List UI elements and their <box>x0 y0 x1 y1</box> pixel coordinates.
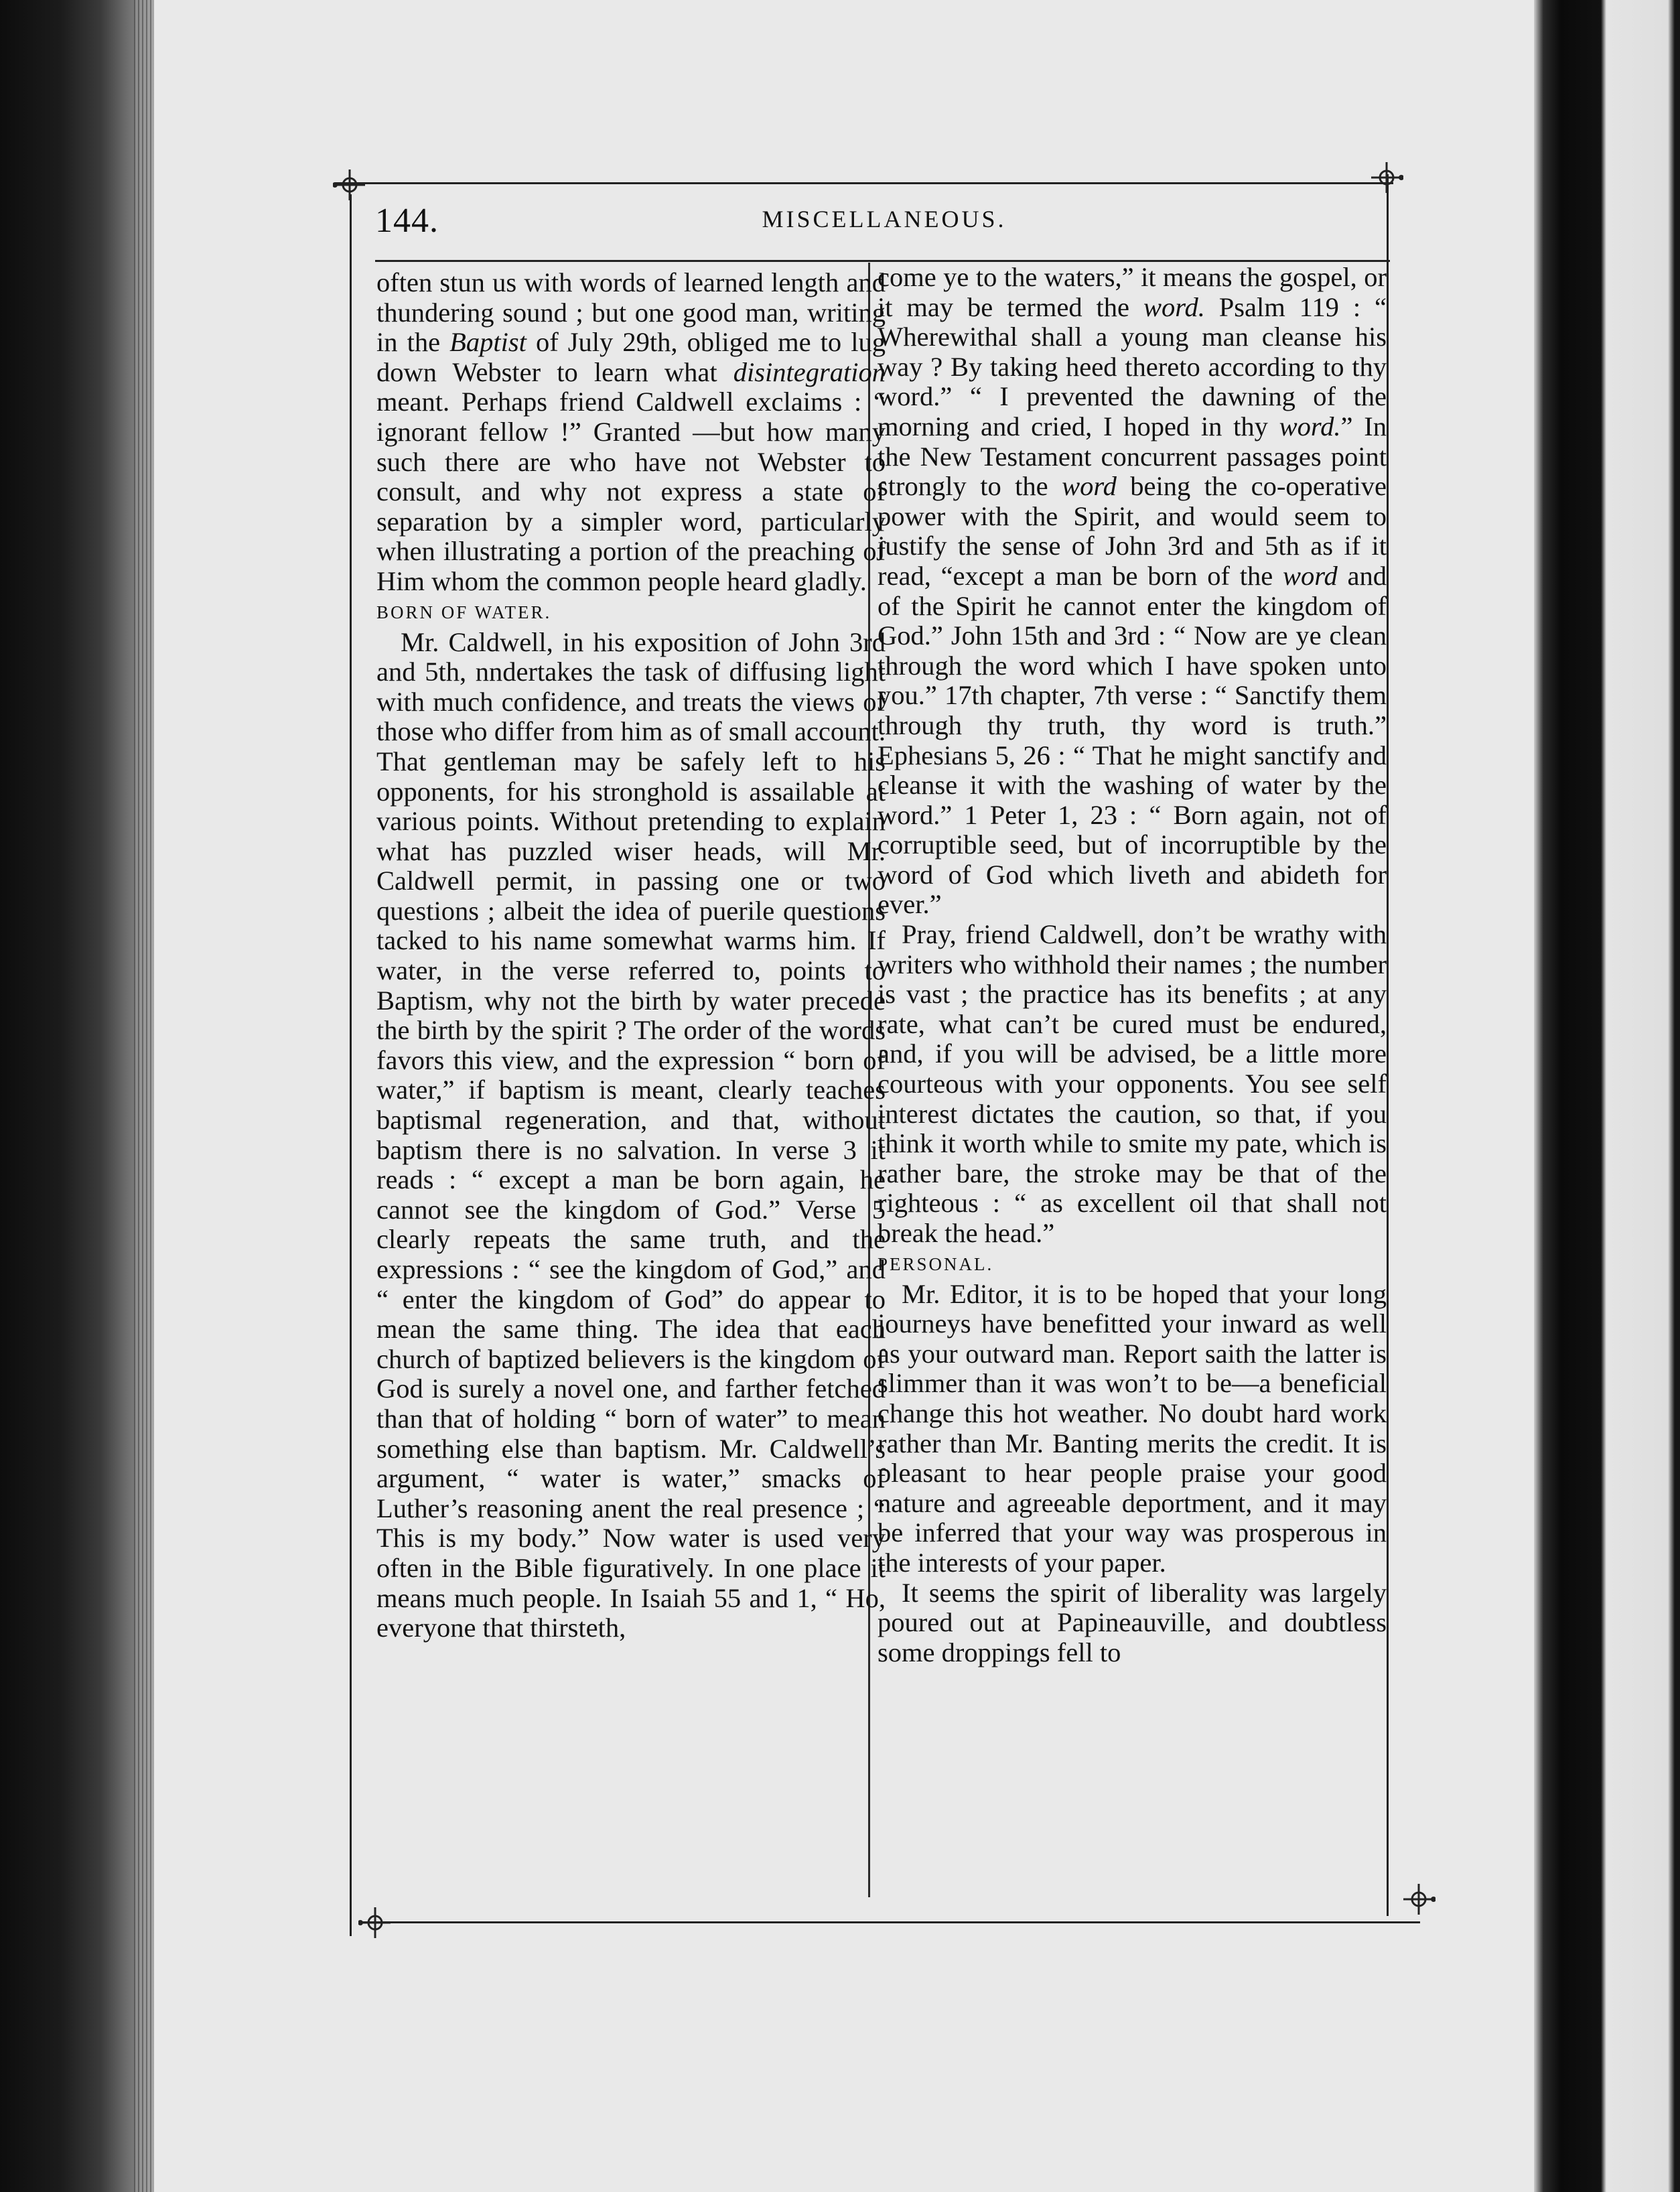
page-header <box>375 201 1393 241</box>
emphasis-text: Baptist <box>449 327 527 358</box>
emphasis-text: disintegration <box>733 356 886 387</box>
text-span: Psalm 119 : “ Wherewithal shall a young man cleanse his way ? By taking heed thereto according to thy word.” “ I prevented the dawning of the morning and cried, I hoped in thy <box>878 291 1387 441</box>
paragraph-pray: Pray, friend Caldwell, don’t be wrathy with writers who withhold their names ; the number is vast ; the practice has its benefits ; at any rate, what can’t be cured must be endured, and, if you will be advised, be a little more courteous with your opponents. You see self interest dictates the caution, so that, if you think it worth while to smite my pate, which is rather bare, the stroke may be that of the righteous : “ as excellent oil that shall not break the head.” <box>878 919 1387 1248</box>
corner-ornament-icon <box>333 168 366 202</box>
book-gutter <box>1534 0 1680 2192</box>
paragraph-spirit: It seems the spirit of liberality was largely poured out at Papineauville, and doubtless some droppings fell to <box>878 1577 1387 1667</box>
paragraph-intro <box>376 268 886 597</box>
frame-top-rule <box>335 182 1393 184</box>
text-span: meant. Perhaps friend Caldwell exclaims : “ ignorant fellow !” Granted —but how many such there are who have not Webster to consult, and why not express a state of separation by a simpler word, particularly when illustrating a portion of the preaching of Him whom the common people heard gladly. <box>376 387 886 596</box>
frame-bottom-rule <box>362 1921 1420 1923</box>
paragraph-editor: Mr. Editor, it is to be hoped that your long journeys have benefitted your inward as well as your outward man. Report saith the latter is slimmer than it was won’t to be—a beneficial change this hot weather. No doubt hard work rather than Mr. Banting merits the credit. It is pleasant to hear people praise your good nature and agreeable deportment, and it may be inferred that your way was prosperous in the interests of your paper. <box>878 1278 1387 1578</box>
paragraph-continued <box>878 263 1387 920</box>
text-span: often stun us with words of learned length and thundering sound ; but one good man, writing in the <box>376 267 886 358</box>
text-span: ” In the New Testament concurrent passages point strongly to the <box>878 411 1387 502</box>
emphasis-text: word <box>1282 560 1338 591</box>
page-number: 144. <box>375 202 439 240</box>
corner-ornament-icon <box>1402 1882 1436 1916</box>
text-span: come ye to the waters,” it means the gospel, or it may be termed the <box>878 262 1387 322</box>
running-head: MISCELLANEOUS. <box>762 206 1007 232</box>
paragraph-caldwell: Mr. Caldwell, in his exposition of John 3rd and 5th, nndertakes the task of diffusing light with much confidence, and treats the views of those who differ from him as of small account. That gentleman may be safely left to his opponents, for his stronghold is assailable at various points. Without pretending to explain what has puzzled wiser heads, will Mr. Caldwell permit, in passing one or two questions ; albeit the idea of puerile questions tacked to his name somewhat warms him. If water, in the verse referred to, points to Baptism, why not the birth by water precede the birth by the spirit ? The order of the words favors this view, and the expression “ born of water,” if baptism is meant, clearly teaches baptismal regeneration, and that, without baptism there is no salvation. In verse 3 it reads : “ except a man be born again, he cannot see the kingdom of God.” Verse 5 clearly repeats the same truth, and the expressions : “ see the kingdom of God,” and “ enter the kingdom of God” do appear to mean the same thing. The idea that each church of baptized believers is the kingdom of God is surely a novel one, and farther fetched than that of holding “ born of water” to mean something else than baptism. Mr. Caldwell’s argument, “ water is water,” smacks of Luther’s reasoning anent the real presence ; “ This is my body.” Now water is used very often in the Bible figuratively. In one place it means much people. In Isaiah 55 and 1, “ Ho, everyone that thirsteth, <box>376 626 886 1643</box>
left-column <box>376 268 886 1643</box>
emphasis-text: word. <box>1143 291 1205 322</box>
section-heading-personal: PERSONAL. <box>878 1253 994 1274</box>
right-column <box>878 263 1387 1667</box>
frame-left-rule <box>350 194 352 1936</box>
emphasis-text: word <box>1062 471 1117 502</box>
section-heading-born-of-water: BORN OF WATER. <box>376 602 552 622</box>
text-span: and of the Spirit he cannot enter the kingdom of God.” John 15th and 3rd : “ Now are ye clean through the word which I have spoken unto you.” 17th chapter, 7th verse : “ Sanctify them through thy truth, thy word is truth.” Ephesians 5, 26 : “ That he might sanctify and cleanse it with the washing of water by the word.” 1 Peter 1, 23 : “ Born again, not of corruptible seed, but of incorruptible by the word of God which liveth and abideth for ever.” <box>878 560 1387 920</box>
text-span: being the co-operative power with the Spirit, and would seem to justify the sense of John 3rd and 5th as if it read, “except a man be born of the <box>878 471 1387 591</box>
text-span: of July 29th, obliged me to lug down Webster to learn what <box>376 327 886 387</box>
corner-ornament-icon <box>358 1906 392 1939</box>
frame-right-rule <box>1387 174 1389 1916</box>
corner-ornament-icon <box>1370 161 1403 194</box>
emphasis-text: word. <box>1279 411 1341 441</box>
